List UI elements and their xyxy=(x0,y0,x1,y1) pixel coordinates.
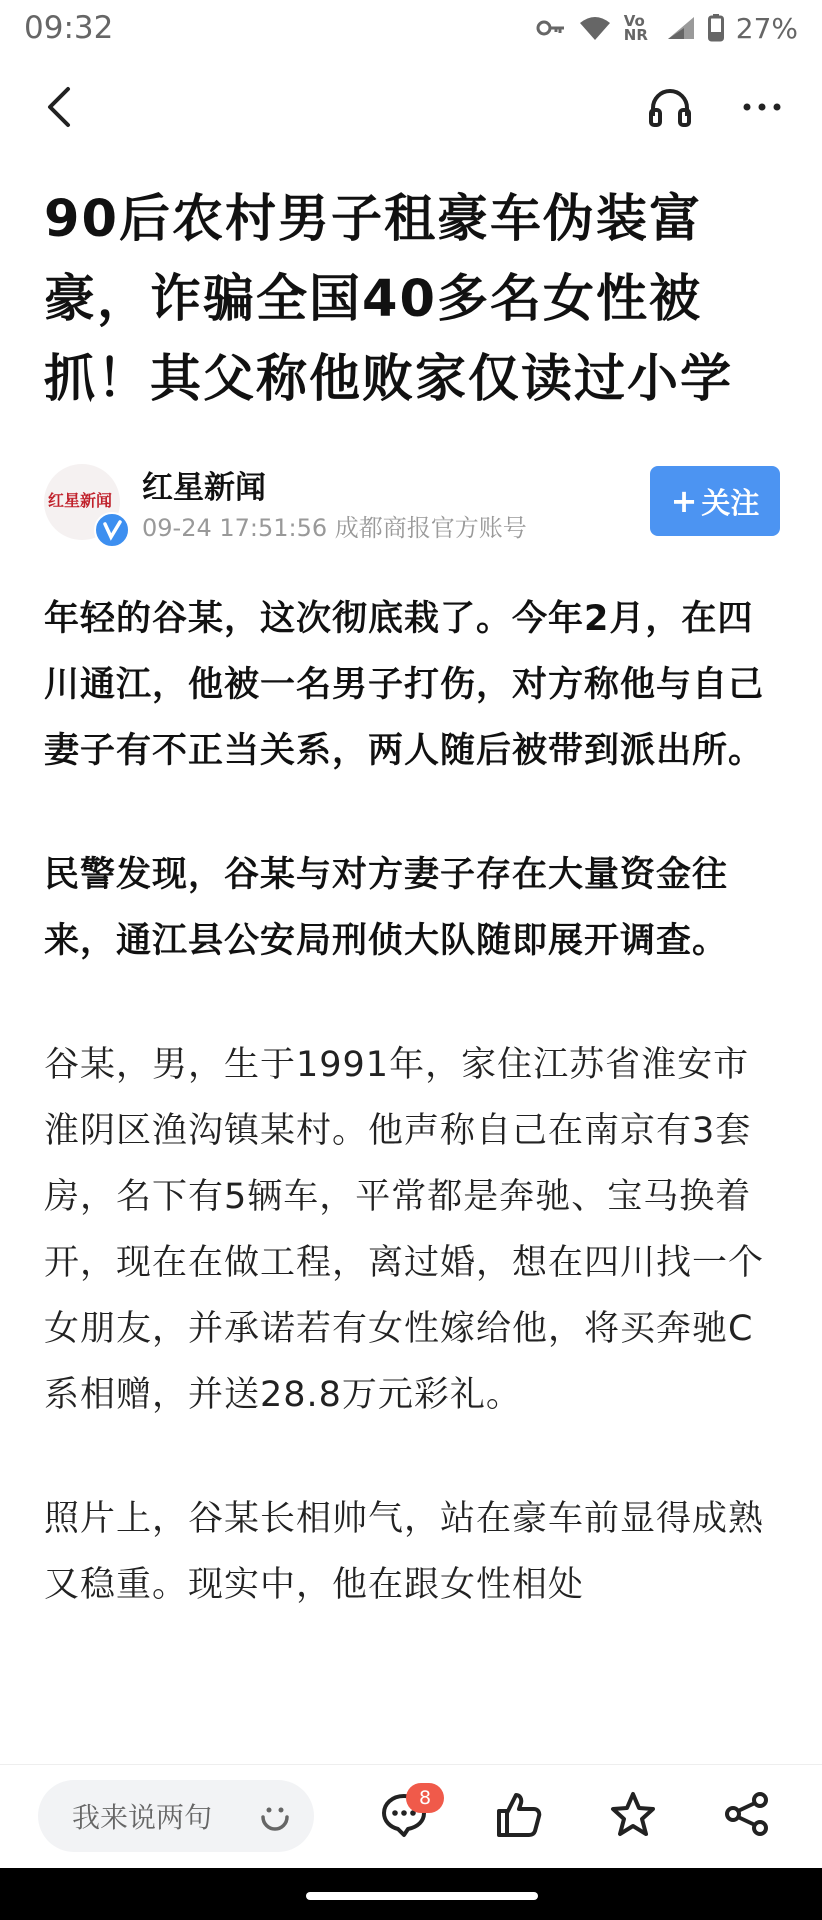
status-bar xyxy=(0,0,822,56)
back-button[interactable] xyxy=(44,85,74,129)
bottom-action-bar xyxy=(0,1764,822,1869)
comment-input[interactable] xyxy=(38,1780,314,1852)
follow-label: 关注 xyxy=(701,485,760,520)
signal-icon xyxy=(666,15,696,41)
vonr-icon: VoNR xyxy=(623,12,648,44)
plus-icon: + xyxy=(670,482,698,520)
comment-count-badge: 8 xyxy=(406,1783,444,1813)
status-icons xyxy=(536,12,798,45)
publish-meta: 09-24 17:51:56 成都商报官方账号 xyxy=(142,514,527,542)
emoji-icon[interactable] xyxy=(258,1799,292,1833)
star-icon[interactable] xyxy=(610,1791,656,1837)
article-title: 90后农村男子租豪车伪装富豪，诈骗全国40多名女性被抓！其父称他败家仅读过小学 xyxy=(44,190,734,409)
follow-button[interactable] xyxy=(650,466,780,536)
nav-actions xyxy=(648,86,782,128)
battery-percent: 27% xyxy=(735,11,798,45)
key-icon xyxy=(536,18,566,38)
comment-placeholder: 我来说两句 xyxy=(72,1801,213,1834)
system-nav-bar xyxy=(0,1868,822,1920)
like-icon[interactable] xyxy=(496,1791,542,1839)
paragraph: 照片上，谷某长相帅气，站在豪车前显得成熟又稳重。现实中，他在跟女性相处 xyxy=(44,1499,765,1605)
author-bar xyxy=(44,462,780,542)
paragraph: 年轻的谷某，这次彻底栽了。今年2月，在四川通江，他被一名男子打伤，对方称他与自己妻子有不正当关系，两人随后被带到派出所。 xyxy=(44,599,765,771)
paragraph: 民警发现，谷某与对方妻子存在大量资金往来，通江县公安局刑侦大队随即展开调查。 xyxy=(44,855,729,961)
share-icon[interactable] xyxy=(724,1791,770,1837)
wifi-icon xyxy=(578,14,612,42)
author-name[interactable]: 红星新闻 xyxy=(142,470,266,506)
author-logo-text: 红星新闻 xyxy=(48,491,113,510)
verified-icon xyxy=(94,512,130,548)
more-icon[interactable] xyxy=(742,102,782,112)
top-nav xyxy=(0,62,822,152)
home-indicator[interactable] xyxy=(306,1892,538,1900)
headphones-icon[interactable] xyxy=(648,86,692,128)
status-time: 09:32 xyxy=(24,10,114,46)
paragraph: 谷某，男，生于1991年，家住江苏省淮安市淮阴区渔沟镇某村。他声称自己在南京有3套房，名下有5辆车，平常都是奔驰、宝马换着开，现在在做工程，离过婚，想在四川找一个女朋友，并承诺若有女性嫁给他，将买奔驰C系相赠，并送28.8万元彩礼。 xyxy=(44,1045,765,1415)
battery-icon xyxy=(708,14,724,42)
article-body xyxy=(44,586,782,1676)
